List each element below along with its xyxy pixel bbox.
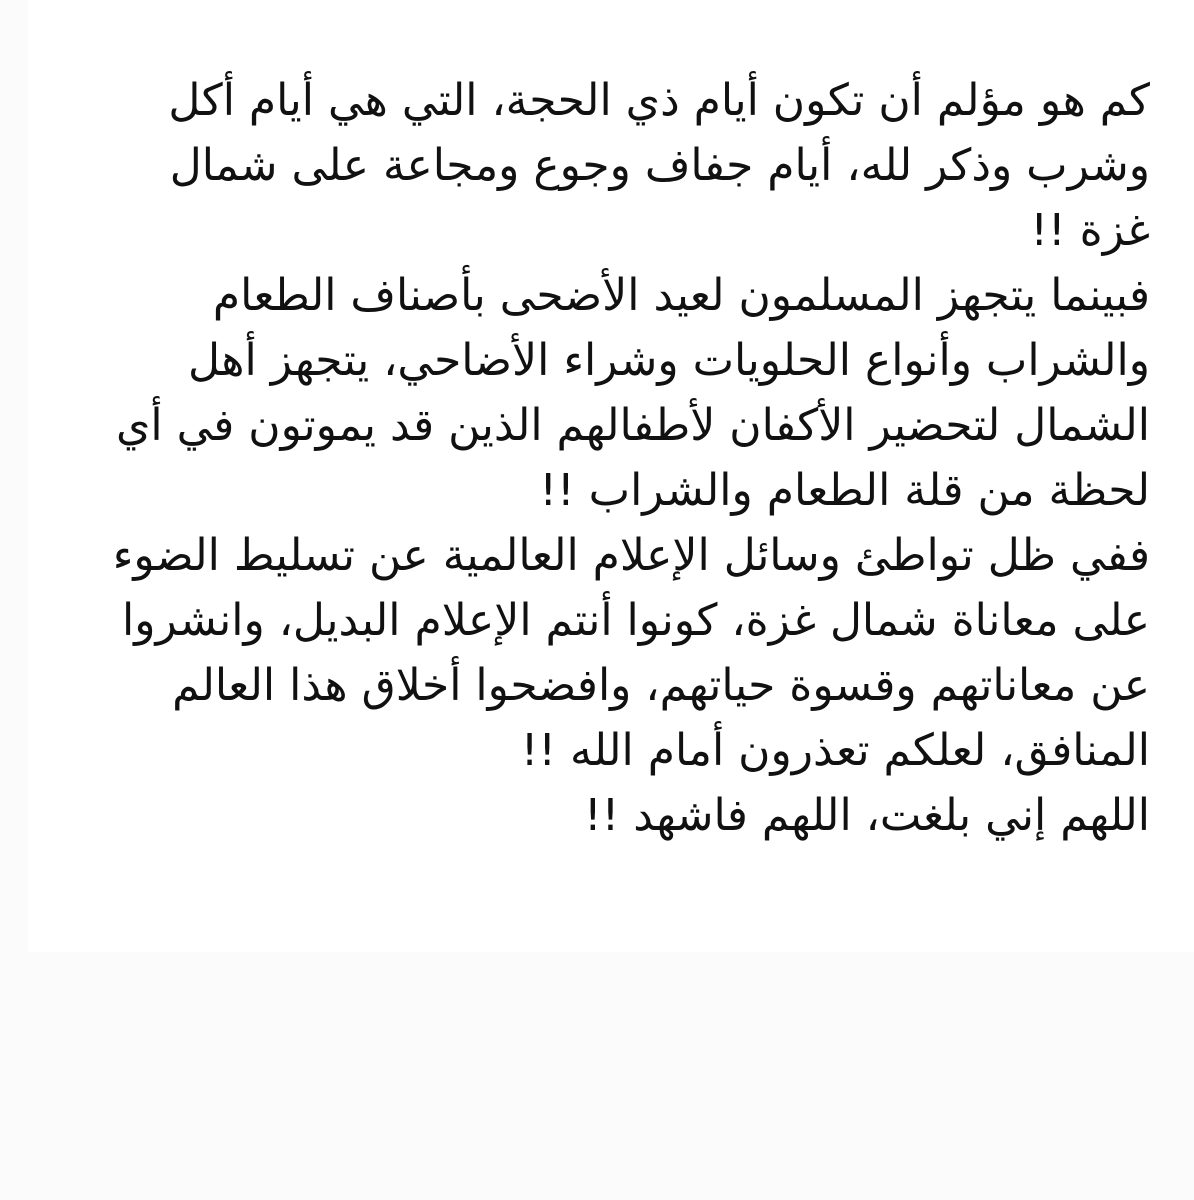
post-line: غزة !! bbox=[1030, 205, 1150, 256]
post-line: الشمال لتحضير الأكفان لأطفالهم الذين قد يموتون في أي bbox=[115, 400, 1150, 451]
post-line: عن معاناتهم وقسوة حياتهم، وافضحوا أخلاق هذا العالم bbox=[172, 660, 1150, 711]
post-text bbox=[30, 68, 1150, 848]
post-line: على معاناة شمال غزة، كونوا أنتم الإعلام البديل، وانشروا bbox=[122, 595, 1150, 646]
post-line: كم هو مؤلم أن تكون أيام ذي الحجة، التي هي أيام أكل bbox=[168, 75, 1150, 126]
post-line: ففي ظل تواطئ وسائل الإعلام العالمية عن تسليط الضوء bbox=[112, 530, 1150, 581]
post-line: اللهم إني بلغت، اللهم فاشهد !! bbox=[583, 790, 1150, 841]
post-line: لحظة من قلة الطعام والشراب !! bbox=[539, 465, 1150, 516]
post-line: والشراب وأنواع الحلويات وشراء الأضاحي، يتجهز أهل bbox=[187, 335, 1150, 386]
post-line: وشرب وذكر لله، أيام جفاف وجوع ومجاعة على شمال bbox=[169, 140, 1150, 191]
post-line: المنافق، لعلكم تعذرون أمام الله !! bbox=[520, 725, 1150, 776]
post-line: فبينما يتجهز المسلمون لعيد الأضحى بأصناف الطعام bbox=[212, 270, 1150, 321]
post-card bbox=[28, 0, 1194, 952]
